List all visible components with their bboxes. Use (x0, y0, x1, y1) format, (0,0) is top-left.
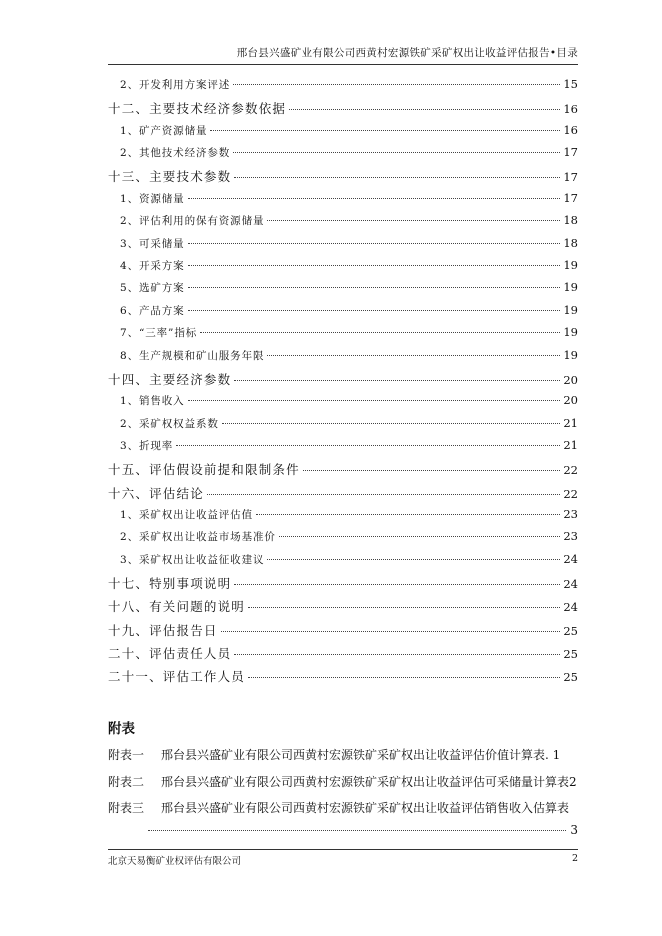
toc-entry[interactable] (108, 460, 578, 483)
toc-label: 7、“三率”指标 (120, 327, 198, 340)
toc-label: 3、可采储量 (120, 237, 185, 250)
toc-page-number: 25 (563, 647, 578, 662)
appendix-text: 邢台县兴盛矿业有限公司西黄村宏源铁矿采矿权出让收益评估价值计算表. 1 (161, 748, 561, 762)
leader-dots (233, 84, 560, 85)
toc-entry[interactable] (108, 145, 578, 167)
leader-dots (221, 631, 561, 632)
toc-page-number: 24 (563, 600, 578, 615)
toc-entry[interactable] (108, 280, 578, 302)
appendix-item[interactable] (108, 799, 578, 816)
toc-entry[interactable] (108, 552, 578, 574)
leader-dots (188, 265, 561, 266)
toc-entry[interactable] (108, 303, 578, 325)
leader-dots (267, 355, 560, 356)
toc-entry[interactable] (108, 574, 578, 597)
toc-page-number: 25 (563, 623, 578, 638)
toc-entry[interactable] (108, 529, 578, 551)
appendix-page: 3 (570, 823, 578, 837)
leader-dots (148, 830, 566, 831)
appendix-continuation (148, 823, 578, 837)
toc-label: 十八、有关问题的说明 (108, 599, 246, 615)
toc-page-number: 18 (563, 213, 578, 228)
toc-entry[interactable] (108, 484, 578, 507)
toc-page-number: 19 (563, 257, 578, 272)
leader-dots (267, 220, 560, 221)
toc-label: 3、采矿权出让收益征收建议 (120, 553, 265, 566)
toc-entry[interactable] (108, 123, 578, 145)
toc-entry[interactable] (108, 416, 578, 438)
appendix-heading: 附表 (108, 721, 135, 737)
leader-dots (248, 607, 560, 608)
toc-entry[interactable] (108, 644, 578, 667)
toc-label: 二十一、评估工作人员 (108, 669, 246, 685)
leader-dots (207, 494, 560, 495)
toc-label: 2、其他技术经济参数 (120, 147, 231, 160)
leader-dots (234, 380, 560, 381)
page-header (108, 44, 578, 65)
leader-dots (188, 400, 561, 401)
toc-label: 十三、主要技术参数 (108, 169, 232, 185)
toc-label: 2、采矿权出让收益市场基准价 (120, 531, 276, 544)
toc-page-number: 19 (563, 280, 578, 295)
toc-label: 3、折现率 (120, 439, 174, 452)
leader-dots (267, 559, 560, 560)
leader-dots (222, 423, 561, 424)
toc-label: 十九、评估报告日 (108, 622, 218, 638)
leader-dots (188, 287, 561, 288)
toc-page-number: 24 (563, 551, 578, 566)
appendix-item[interactable] (108, 773, 578, 790)
toc-label: 1、矿产资源储量 (120, 124, 208, 137)
toc-page-number: 17 (563, 145, 578, 160)
toc-label: 1、资源储量 (120, 192, 185, 205)
appendix-text: 邢台县兴盛矿业有限公司西黄村宏源铁矿采矿权出让收益评估销售收入估算表 (161, 801, 570, 815)
toc-entry[interactable] (108, 236, 578, 258)
toc-page-number: 19 (563, 347, 578, 362)
toc-page-number: 20 (563, 372, 578, 387)
leader-dots (303, 470, 561, 471)
toc-label: 2、评估利用的保有资源储量 (120, 215, 265, 228)
toc-page-number: 16 (563, 122, 578, 137)
page-footer (108, 849, 578, 867)
toc-page-number: 17 (563, 190, 578, 205)
appendix-code: 附表二 (108, 775, 145, 789)
toc-entry[interactable] (108, 213, 578, 235)
leader-dots (210, 130, 560, 131)
toc-label: 2、采矿权权益系数 (120, 417, 219, 430)
toc-label: 十二、主要技术经济参数依据 (108, 101, 287, 117)
toc-page-number: 16 (563, 102, 578, 117)
toc-label: 4、开采方案 (120, 259, 185, 272)
toc-label: 8、生产规模和矿山服务年限 (120, 349, 265, 362)
toc-entry[interactable] (108, 597, 578, 620)
appendix-text: 邢台县兴盛矿业有限公司西黄村宏源铁矿采矿权出让收益评估可采储量计算表2 (161, 775, 577, 789)
toc-page-number: 24 (563, 577, 578, 592)
leader-dots (234, 654, 560, 655)
toc-page-number: 22 (563, 486, 578, 501)
leader-dots (176, 445, 560, 446)
footer-page-number: 2 (571, 853, 578, 864)
toc-entry[interactable] (108, 507, 578, 529)
table-of-contents (108, 77, 578, 691)
toc-entry[interactable] (108, 438, 578, 460)
toc-page-number: 23 (563, 506, 578, 521)
toc-page-number: 22 (563, 463, 578, 478)
leader-dots (234, 584, 560, 585)
leader-dots (188, 243, 561, 244)
toc-label: 1、采矿权出让收益评估值 (120, 508, 253, 521)
toc-entry[interactable] (108, 325, 578, 347)
toc-page-number: 21 (563, 437, 578, 452)
toc-entry[interactable] (108, 77, 578, 99)
toc-label: 2、开发利用方案评述 (120, 79, 231, 91)
toc-entry[interactable] (108, 621, 578, 644)
leader-dots (234, 177, 560, 178)
toc-page-number: 17 (563, 170, 578, 185)
leader-dots (279, 536, 561, 537)
toc-entry[interactable] (108, 258, 578, 280)
footer-company: 北京天易衡矿业权评估有限公司 (108, 856, 242, 867)
toc-label: 5、选矿方案 (120, 282, 185, 295)
toc-entry[interactable] (108, 167, 578, 190)
toc-page-number: 18 (563, 235, 578, 250)
toc-page-number: 19 (563, 325, 578, 340)
appendix-code: 附表一 (108, 748, 145, 762)
toc-label: 6、产品方案 (120, 304, 185, 317)
toc-page-number: 19 (563, 302, 578, 317)
toc-entry[interactable] (108, 370, 578, 393)
toc-entry[interactable] (108, 348, 578, 370)
toc-page-number: 25 (563, 670, 578, 685)
toc-entry[interactable] (108, 99, 578, 122)
appendix-item[interactable] (108, 746, 578, 763)
toc-label: 十六、评估结论 (108, 485, 204, 501)
toc-page-number: 23 (563, 529, 578, 544)
leader-dots (188, 198, 561, 199)
header-title: 邢台县兴盛矿业有限公司西黄村宏源铁矿采矿权出让收益评估报告•目录 (236, 47, 578, 59)
toc-page-number: 21 (563, 415, 578, 430)
leader-dots (248, 677, 560, 678)
toc-entry[interactable] (108, 667, 578, 690)
leader-dots (289, 109, 560, 110)
leader-dots (256, 514, 560, 515)
leader-dots (233, 152, 560, 153)
toc-entry[interactable] (108, 393, 578, 415)
leader-dots (188, 310, 561, 311)
toc-label: 十五、评估假设前提和限制条件 (108, 462, 300, 478)
toc-label: 1、销售收入 (120, 395, 185, 408)
toc-entry[interactable] (108, 191, 578, 213)
toc-label: 十七、特别事项说明 (108, 576, 232, 592)
toc-label: 十四、主要经济参数 (108, 371, 232, 387)
leader-dots (200, 332, 560, 333)
toc-page-number: 20 (563, 393, 578, 408)
toc-page-number: 15 (563, 77, 578, 91)
appendix-code: 附表三 (108, 801, 145, 815)
toc-label: 二十、评估责任人员 (108, 646, 232, 662)
